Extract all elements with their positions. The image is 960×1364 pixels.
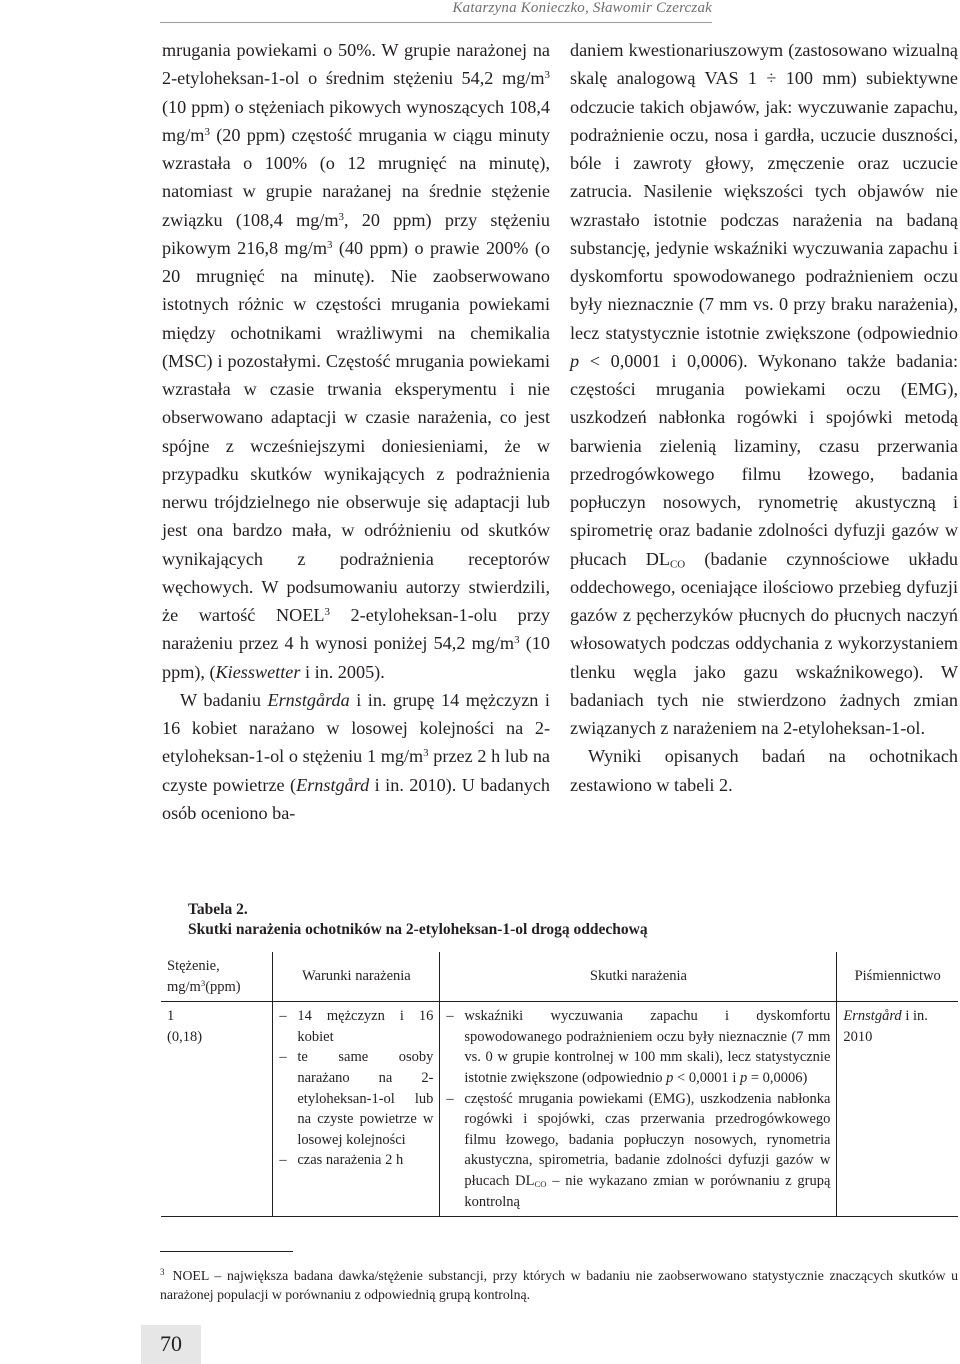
table-caption [188,900,648,940]
header-rule [160,22,712,23]
results-table [161,952,958,1217]
list-item: – częstość mrugania powiekami (EMG), uszkodzenia nabłonka rogówki i spojówki, czas przerwania przedrogówkowego filmu łzowego, badania popłuczyn nosowych, rynometria akustyczna, spirometria, badanie zdolności dyfuzji gazów w płucach $DL_{CO}$ – nie wykazano zmian w porównaniu z grupą kontrolną [446,1089,830,1213]
page-number: 70 [160,1331,182,1356]
left-column [162,36,550,827]
list-item: – wskaźniki wyczuwania zapachu i dyskomfortu spowodowanego podrażnieniem oczu były nieznacznie (7 mm vs. 0 w grupie kontrolnej w 100 mm skali), lecz statystycznie istotnie zwiększone (odpowiednio p < 0,0001 i p = 0,0006) [446,1006,830,1088]
footnote-mark: 3 [160,1267,165,1277]
right-paragraph-2: Wyniki opisanych badań na ochotnikach zestawiono w tabeli 2. [570,746,958,795]
running-header [0,0,960,24]
cell-conditions [273,1002,440,1217]
header-references: Piśmiennictwo [837,952,958,1002]
cell-reference: Ernstgård i in. 2010 [837,1002,958,1217]
effects-list [446,1006,830,1212]
table-title: Skutki narażenia ochotników na 2-etyloheksan-1-ol drogą oddechową [188,921,648,938]
list-item: – czas narażenia 2 h [279,1150,433,1171]
cell-effects [440,1002,837,1217]
list-item: – te same osoby narażano na 2-etyloheksan-1-ol lub na czyste powietrze w losowej kolejności [279,1047,433,1150]
cell-concentration: 1 (0,18) [161,1002,273,1217]
left-paragraph-2: W badaniu Ernstgårda i in. grupę 14 mężczyzn i 16 kobiet narażano w losowej kolejności na 2-etyloheksan-1-ol o stężeniu 1 $mg/m^3$ przez 2 h lub na czyste powietrze (Ernstgård i in. 2010). U badanych osób oceniono ba- [162,689,551,823]
conditions-list [279,1006,433,1171]
footnote-text: NOEL – największa badana dawka/stężenie substancji, przy których w badaniu nie zaobserwowano statystycznie znaczących skutków u narażonej populacji w porównaniu z odpowiednią grupą kontrolną. [160,1268,958,1302]
list-item: – 14 mężczyzn i 16 kobiet [279,1006,433,1047]
table-row [161,1002,958,1217]
page-number-box [141,1325,201,1364]
right-paragraph-1: daniem kwestionariuszowym (zastosowano wizualną skalę analogową VAS 1 ÷ 100 mm) subiektywne odczucie takich objawów, jak: wyczuwanie zapachu, podrażnienie oczu, nosa i gardła, uczucie duszności, bóle i zawroty głowy, zmęczenie oraz uczucie zatrucia. Nasilenie większości tych objawów nie wzrastało istotnie podczas narażenia na badaną substancję, jedynie wskaźniki wyczuwania zapachu i dyskomfortu spowodowanego podrażnieniem oczu były nieznacznie (7 mm vs. 0 przy braku narażenia), lecz statystycznie istotnie zwiększone (odpowiednio p < 0,0001 i 0,0006). Wykonano także badania: częstości mrugania powiekami oczu (EMG), uszkodzeń nabłonka rogówki i spojówki metodą barwienia zielenią lizaminy, czasu przerwania przedrogówkowego filmu łzowego, badania popłuczyn nosowych, rynometrię akustyczną i spirometrię oraz badanie zdolności dyfuzji gazów w płucach $DL_{CO}$ (badanie czynnościowe układu oddechowego, oceniające ilościowo przebieg dyfuzji gazów z pęcherzyków płucnych do płucnych naczyń włosowatych podczas oddychania z wykorzystaniem tlenku węgla jako gazu wskaźnikowego). W badaniach tych nie stwierdzono żadnych zmian związanych z narażeniem na 2-etyloheksan-1-ol. [570,40,959,738]
header-authors: Katarzyna Konieczko, Sławomir Czerczak [452,0,712,16]
left-paragraph-1: mrugania powiekami o 50%. W grupie narażonej na 2-etyloheksan-1-ol o średnim stężeniu 54,2 $mg/m^3$ (10 ppm) o stężeniach pikowych wynoszących 108,4 $mg/m^3$ (20 ppm) częstość mrugania w ciągu minuty wzrastała o 100% (o 12 mrugnięć na minutę), natomiast w grupie narażanej na średnie stężenie związku (108,4 $mg/m^3$, 20 ppm) przy stężeniu pikowym 216,8 $mg/m^3$ (40 ppm) o prawie 200% (o 20 mrugnięć na minutę). Nie zaobserwowano istotnych różnic w częstości mrugania powiekami między ochotnikami wrażliwymi na chemikalia (MSC) i pozostałymi. Częstość mrugania powiekami wzrastała w czasie trwania eksperymentu i nie obserwowano adaptacji w czasie narażenia, co jest spójne z wcześniejszymi doniesieniami, że w przypadku skutków wynikających z podrażnienia nerwu trójdzielnego nie obserwuje się adaptacji lub jest ona bardzo mała, w odróżnieniu od skutków wynikających z podrażnienia receptorów węchowych. W podsumowaniu autorzy stwierdzili, że wartość NOEL$^3$ 2-etyloheksan-1-olu przy narażeniu przez 4 h wynosi poniżej 54,2 $mg/m^3$ (10 ppm), (Kiesswetter i in. 2005). [162,40,551,682]
right-column [570,36,958,799]
table-label: Tabela 2. [188,901,248,918]
footnote [160,1263,958,1304]
header-effects: Skutki narażenia [440,952,837,1002]
header-conditions: Warunki narażenia [273,952,440,1002]
footnote-rule [160,1251,293,1252]
header-concentration: Stężenie, $mg/m^3(ppm)$ [161,952,273,1002]
table-header-row [161,952,958,1002]
